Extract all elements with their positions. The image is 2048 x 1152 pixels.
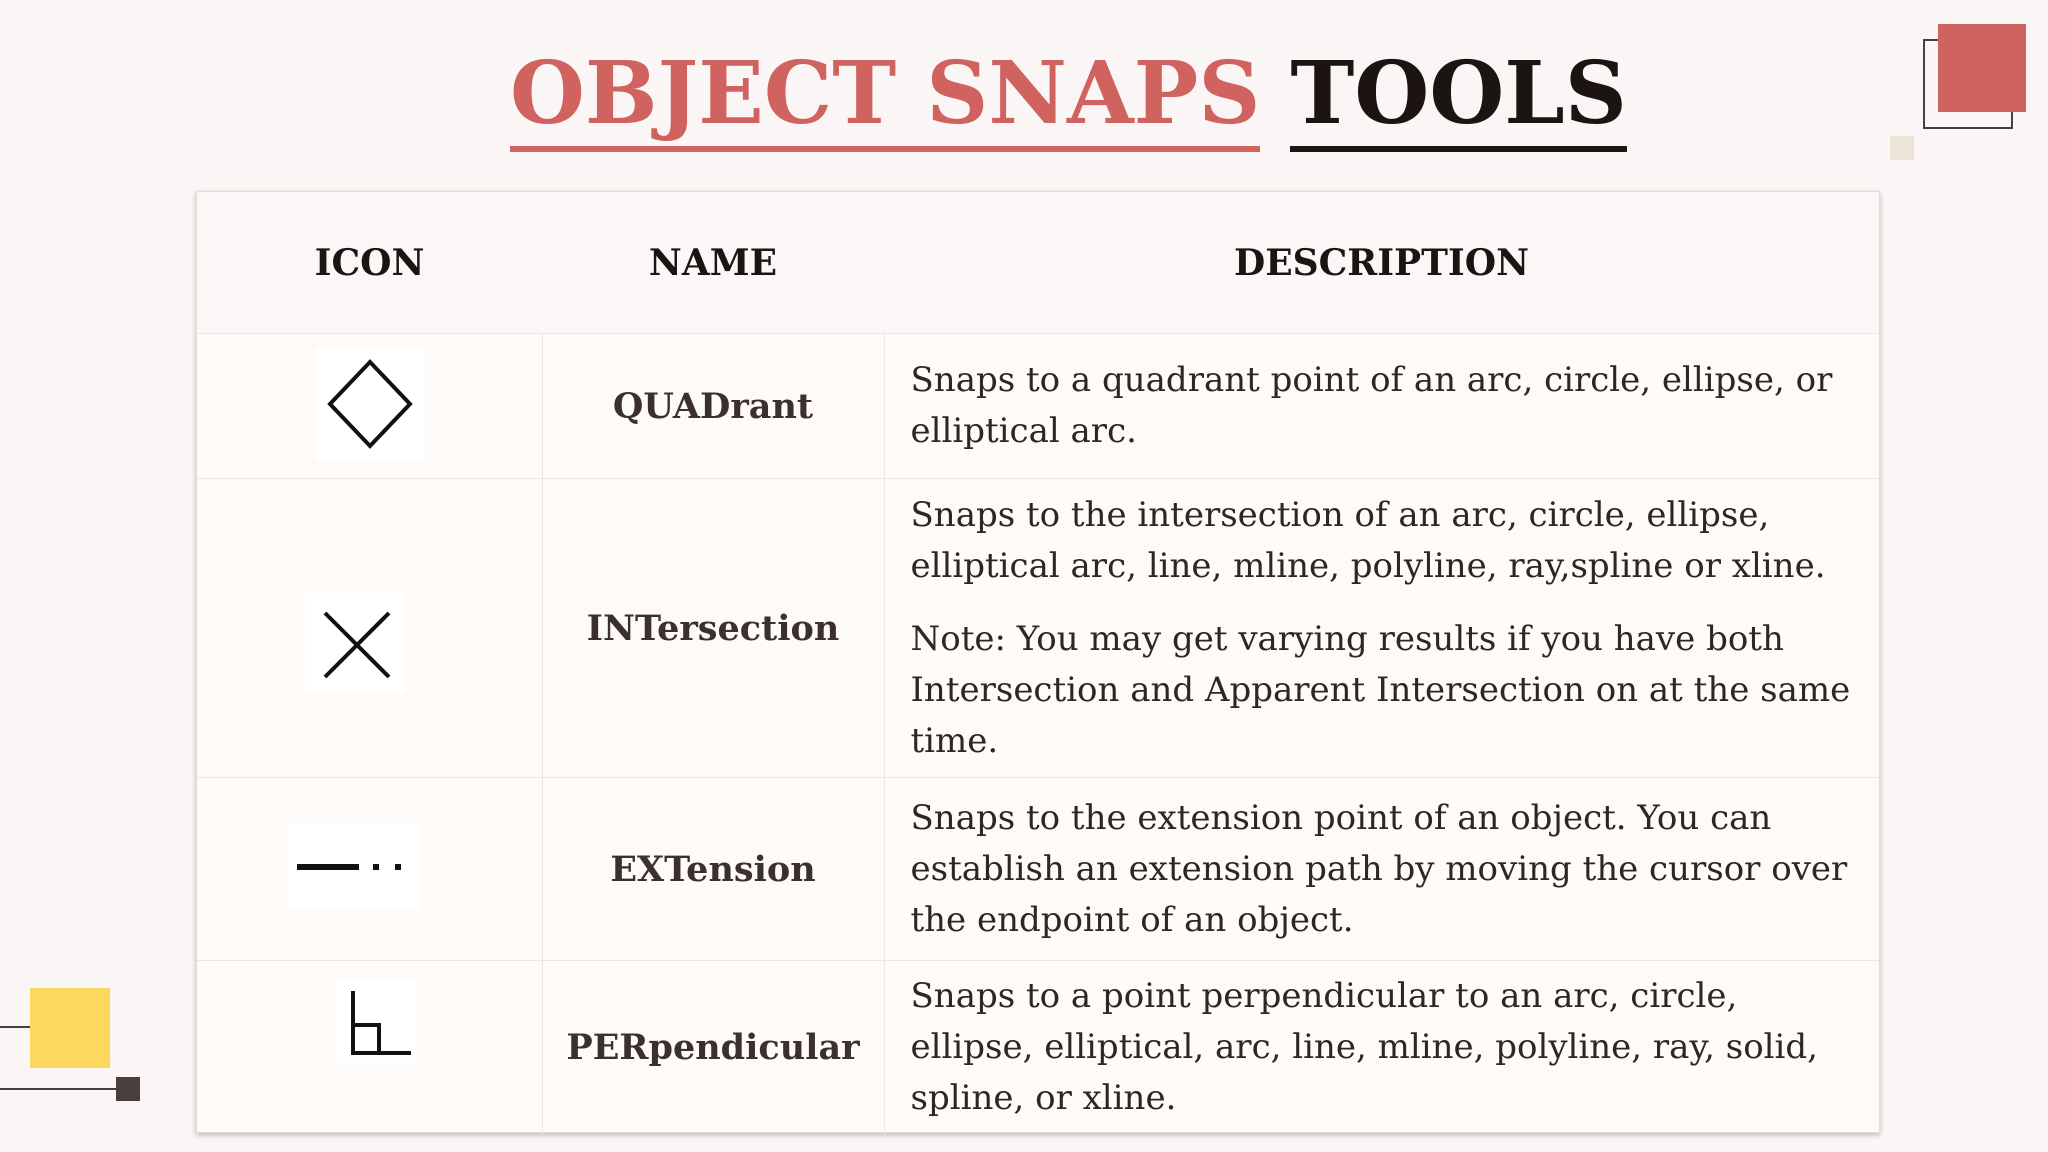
title-accent-text: OBJECT SNAPS xyxy=(510,43,1260,152)
decorative-beige-square xyxy=(1890,136,1914,160)
description-text: Snaps to the intersection of an arc, circle, ellipse, elliptical arc, line, mline, polyline, ray,spline or xline. xyxy=(910,494,1826,586)
table-row xyxy=(197,479,1879,778)
row-name: INTersection xyxy=(542,479,884,778)
table-row xyxy=(197,778,1879,961)
icon-cell xyxy=(197,334,542,479)
description-note: Note: You may get varying results if you have both Intersection and Apparent Intersection on at the same time. xyxy=(910,618,1851,761)
table-row xyxy=(197,334,1879,479)
title-main-text: TOOLS xyxy=(1290,43,1626,152)
row-description xyxy=(884,479,1879,778)
intersection-x-icon xyxy=(305,593,405,693)
object-snaps-table xyxy=(196,191,1880,1133)
icon-cell xyxy=(197,778,542,961)
header-description: DESCRIPTION xyxy=(884,192,1879,334)
header-name: NAME xyxy=(542,192,884,334)
row-description xyxy=(884,334,1879,479)
row-name: EXTension xyxy=(542,778,884,961)
table-row xyxy=(197,961,1879,1135)
quadrant-diamond-icon xyxy=(315,348,425,460)
table-header-row xyxy=(197,192,1879,334)
decorative-yellow-square xyxy=(30,988,110,1068)
row-description xyxy=(884,961,1879,1135)
decorative-dark-square xyxy=(116,1077,140,1101)
description-text: Snaps to the extension point of an object. You can establish an extension path by moving the cursor over the endpoint of an object. xyxy=(910,797,1848,940)
decorative-line-top xyxy=(0,1026,30,1028)
decorative-red-square xyxy=(1938,24,2026,112)
icon-cell xyxy=(197,479,542,778)
header-icon: ICON xyxy=(197,192,542,334)
description-text: Snaps to a point perpendicular to an arc, circle, ellipse, elliptical, arc, line, mline, polyline, ray, solid, spline, or xline. xyxy=(910,976,1818,1119)
row-description xyxy=(884,778,1879,961)
row-name: QUADrant xyxy=(542,334,884,479)
row-name: PERpendicular xyxy=(542,961,884,1135)
description-text: Snaps to a quadrant point of an arc, circle, ellipse, or elliptical arc. xyxy=(910,360,1833,451)
icon-cell xyxy=(197,961,542,1135)
page-title xyxy=(510,44,1627,144)
extension-dashed-line-icon xyxy=(287,824,421,910)
decorative-line-bottom xyxy=(0,1088,135,1090)
perpendicular-icon xyxy=(335,981,417,1063)
